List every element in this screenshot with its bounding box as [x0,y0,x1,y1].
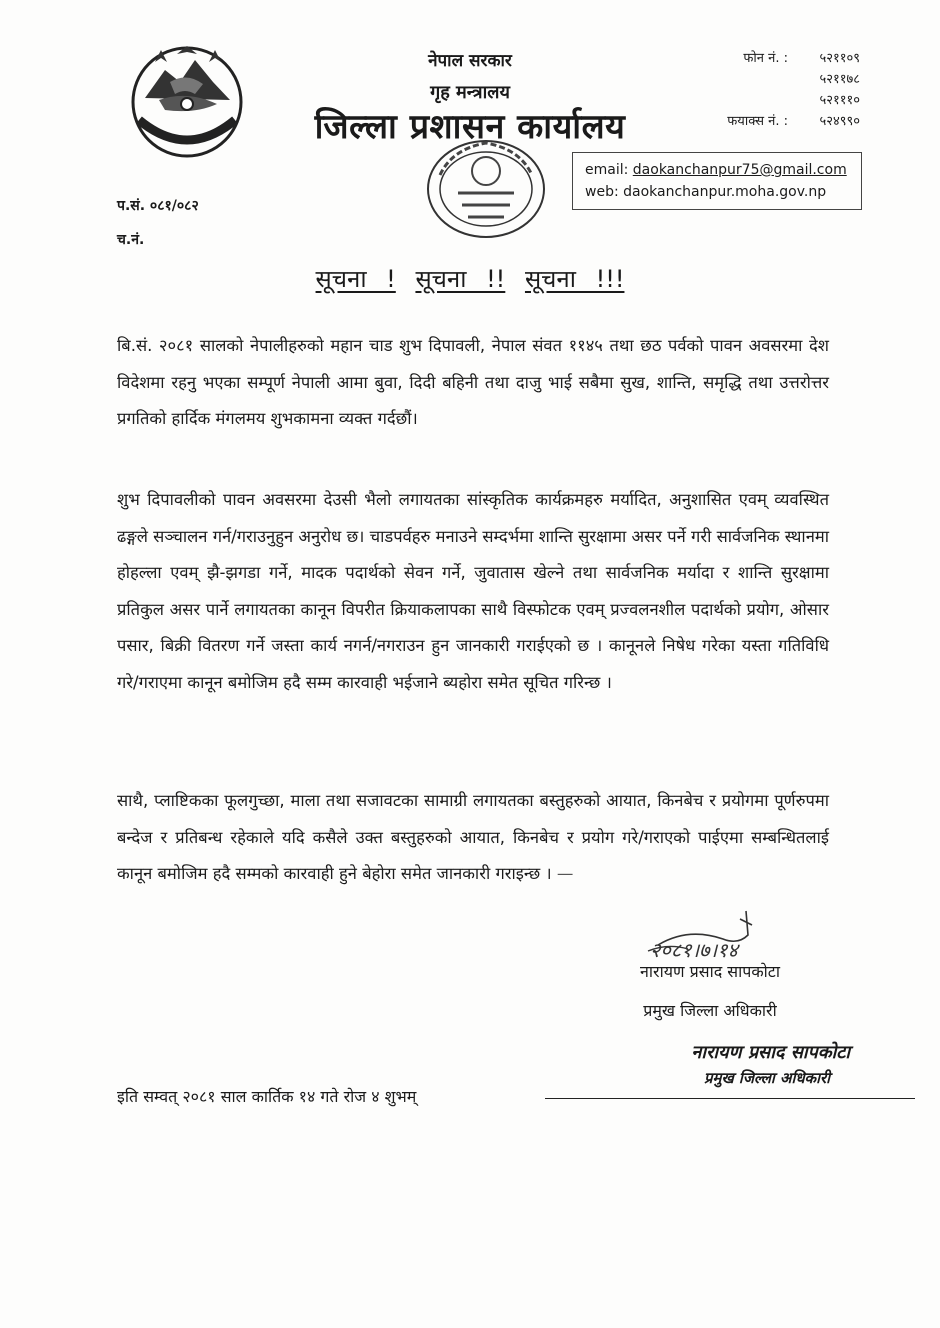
notice-title [300,262,640,295]
phone-label: फोन नं. : [743,51,788,66]
dispatch-number: च.नं. [117,232,145,248]
phone-number: ५२११७८ [819,72,860,87]
paragraph-text: साथै, प्लाष्टिकका फूलगुच्छा, माला तथा सजावटका सामाग्री लगायतका बस्तुहरुको आयात, किनबेच र प्रयोगमा पूर्णरुपमा बन्देज र प्रतिबन्ध रहेकाले यदि कसैले उक्त बस्तुहरुको आयात, किनबेच र प्रयोग गरे/गराएको पाईएमा सम्बन्धितलाई कानून बमोजिम हदै सम्मको कारवाही हुने बेहोरा समेत जानकारी गराइन्छ । [117,791,829,884]
body-paragraph-plastic-ban [117,783,829,893]
phone-row [680,48,860,69]
phone-row [680,69,860,90]
name-stamp: नारायण प्रसाद सापकोटा [691,1042,850,1063]
web-row [585,181,861,203]
signature-date: २०८१।७।१४ [650,938,738,962]
email-link[interactable]: daokanchanpur75@gmail.com [632,162,847,178]
office-seal-icon [418,135,553,245]
email-label: email: [585,162,629,178]
paragraph-end-mark: — [556,864,574,884]
phone-number: ५२१११० [819,93,860,108]
phone-number: ५२११०९ [819,51,860,66]
title-stamp: प्रमुख जिल्ला अधिकारी [703,1069,830,1087]
notice-title-word: सूचना !!! [524,265,625,293]
web-link[interactable]: daokanchanpur.moha.gov.np [623,184,827,200]
body-paragraph-greetings: बि.सं. २०८१ सालको नेपालीहरुको महान चाड शुभ दिपावली, नेपाल संवत ११४५ तथा छठ पर्वको पावन अवसरमा देश विदेशमा रहनु भएका सम्पूर्ण नेपाली आमा बुवा, दिदी बहिनी तथा दाजु भाई सबैमा सुख, शान्ति, समृद्धि तथा उत्तरोत्तर प्रगतिको हार्दिक मंगलमय शुभकामना व्यक्त गर्दछौं। [117,336,829,429]
signatory-name: नारायण प्रसाद सापकोटा [640,962,780,981]
nepal-emblem-icon [125,42,250,162]
body-paragraph-conduct: शुभ दिपावलीको पावन अवसरमा देउसी भैलो लगायतका सांस्कृतिक कार्यक्रमहरु मर्यादित, अनुशासित एवम् व्यवस्थित ढङ्गले सञ्चालन गर्न/गराउनुहुन अनुरोध छ। चाडपर्वहरु मनाउने सम्दर्भमा शान्ति सुरक्षामा असर पर्ने गरी सार्वजनिक स्थानमा होहल्ला एवम् झै-झगडा गर्ने, मादक पदार्थको सेवन गर्ने, जुवातास खेल्ने तथा सार्वजनिक मर्यादा र शान्ति सुरक्षामा प्रतिकुल असर पार्ने लगायतका कानून विपरीत क्रियाकलापका साथै विस्फोटक एवम् प्रज्वलनशील पदार्थको प्रयोग, ओसार पसार, बिक्री वितरण गर्ने जस्ता कार्य नगर्न/नगराउन हुन जानकारी गराईएको छ । कानूनले निषेध गरेका यस्ता गतिविधि गरे/गराएमा कानून बमोजिम हदै सम्म कारवाही भईजाने ब्यहोरा समेत सूचित गरिन्छ । [117,490,829,692]
closing-date-line: इति सम्वत् २०८१ साल कार्तिक १४ गते रोज ४ शुभम् [117,1087,417,1106]
email-web-box [572,152,862,210]
government-label: नेपाल सरकार [428,51,512,71]
web-label: web: [585,184,619,200]
office-title: जिल्ला प्रशासन कार्यालय [314,107,626,147]
contact-numbers [680,48,860,132]
closing-rule [545,1098,915,1099]
fax-label: फयाक्स नं. : [727,114,788,129]
notice-title-word: सूचना !! [415,265,506,293]
signatory-title: प्रमुख जिल्ला अधिकारी [643,1001,777,1020]
letter-number: प.सं. ०८१/०८२ [117,198,199,214]
email-row [585,159,861,181]
fax-number: ५२४९९० [819,114,860,129]
notice-title-word: सूचना ! [315,265,396,293]
fax-row [680,111,860,132]
phone-row [680,90,860,111]
ministry-label: गृह मन्त्रालय [430,82,510,103]
